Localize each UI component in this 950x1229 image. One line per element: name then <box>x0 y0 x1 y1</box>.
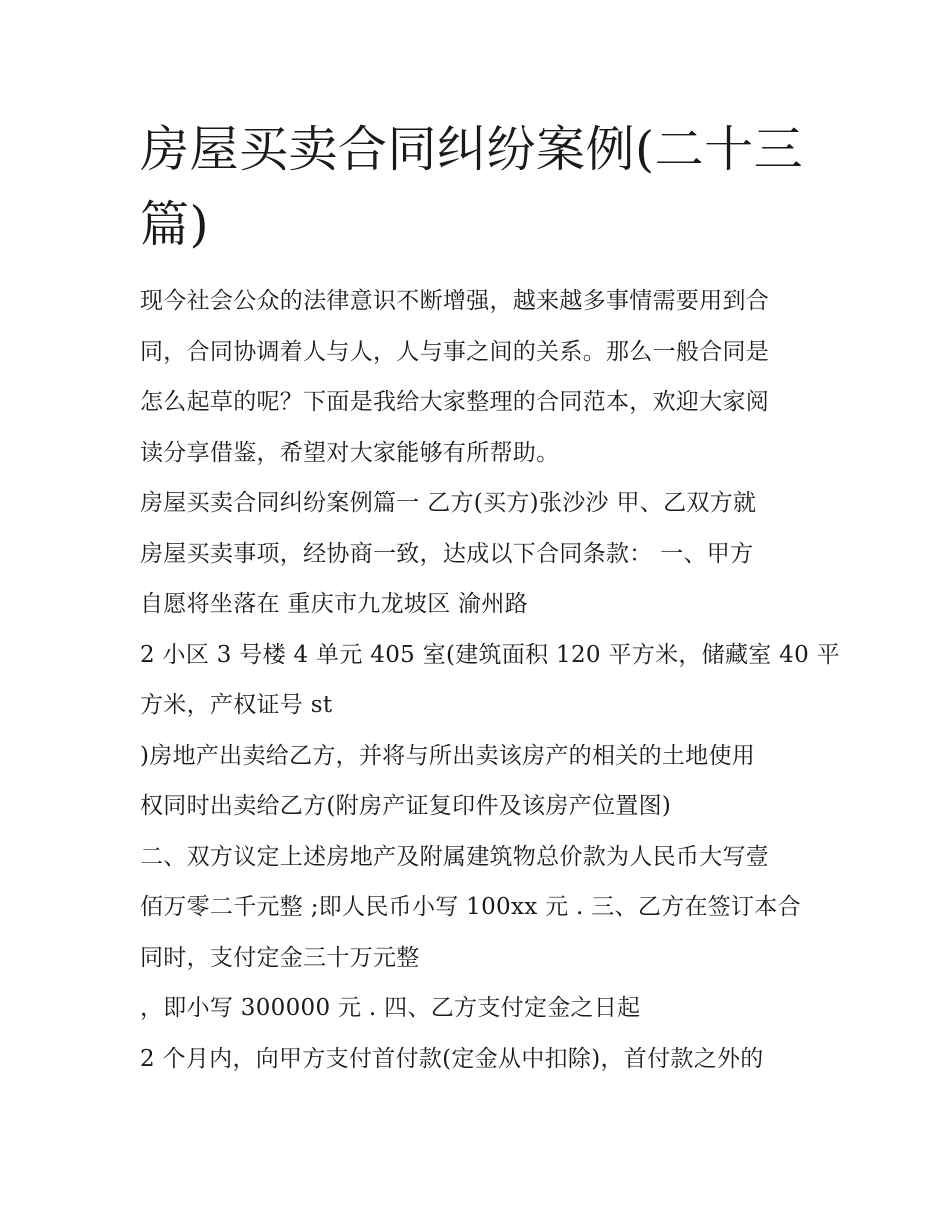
body-line: 现今社会公众的法律意识不断增强，越来越多事情需要用到合 <box>140 288 770 314</box>
body-line: 房屋买卖合同纠纷案例篇一 乙方(买方)张沙沙 甲、乙双方就 <box>140 490 757 516</box>
body-line: 2 个月内，向甲方支付首付款(定金从中扣除)，首付款之外的 <box>140 1045 764 1072</box>
document-body <box>140 282 840 1090</box>
document-title <box>140 112 820 262</box>
body-line: 同时，支付定金三十万元整 <box>140 944 420 971</box>
body-line: 同，合同协调着人与人，人与事之间的关系。那么一般合同是 <box>140 338 770 365</box>
body-line: 方米，产权证号 st <box>140 692 333 718</box>
body-line: ，即小写 300000 元 . 四、乙方支付定金之日起 <box>140 995 641 1021</box>
body-line: 读分享借鉴，希望对大家能够有所帮助。 <box>140 439 560 466</box>
title-line-1: 房屋买卖合同纠纷案例(二十三 <box>140 121 804 178</box>
body-line: 权同时出卖给乙方(附房产证复印件及该房产位置图) <box>140 793 672 819</box>
body-line: 怎么起草的呢？下面是我给大家整理的合同范本，欢迎大家阅 <box>140 389 770 415</box>
body-line: 自愿将坐落在 重庆市九龙坡区 渝州路 <box>140 591 529 617</box>
body-line: 二、双方议定上述房地产及附属建筑物总价款为人民币大写壹 <box>140 843 770 870</box>
body-line: 2 小区 3 号楼 4 单元 405 室(建筑面积 120 平方米，储藏室 40 平 <box>140 641 840 668</box>
body-line: )房地产出卖给乙方，并将与所出卖该房产的相关的土地使用 <box>140 742 756 769</box>
body-line: 房屋买卖事项，经协商一致，达成以下合同条款： 一、甲方 <box>140 540 754 567</box>
title-line-2: 篇) <box>140 196 210 253</box>
body-line: 佰万零二千元整 ;即人民币小写 100xx 元 . 三、乙方在签订本合 <box>140 894 801 920</box>
